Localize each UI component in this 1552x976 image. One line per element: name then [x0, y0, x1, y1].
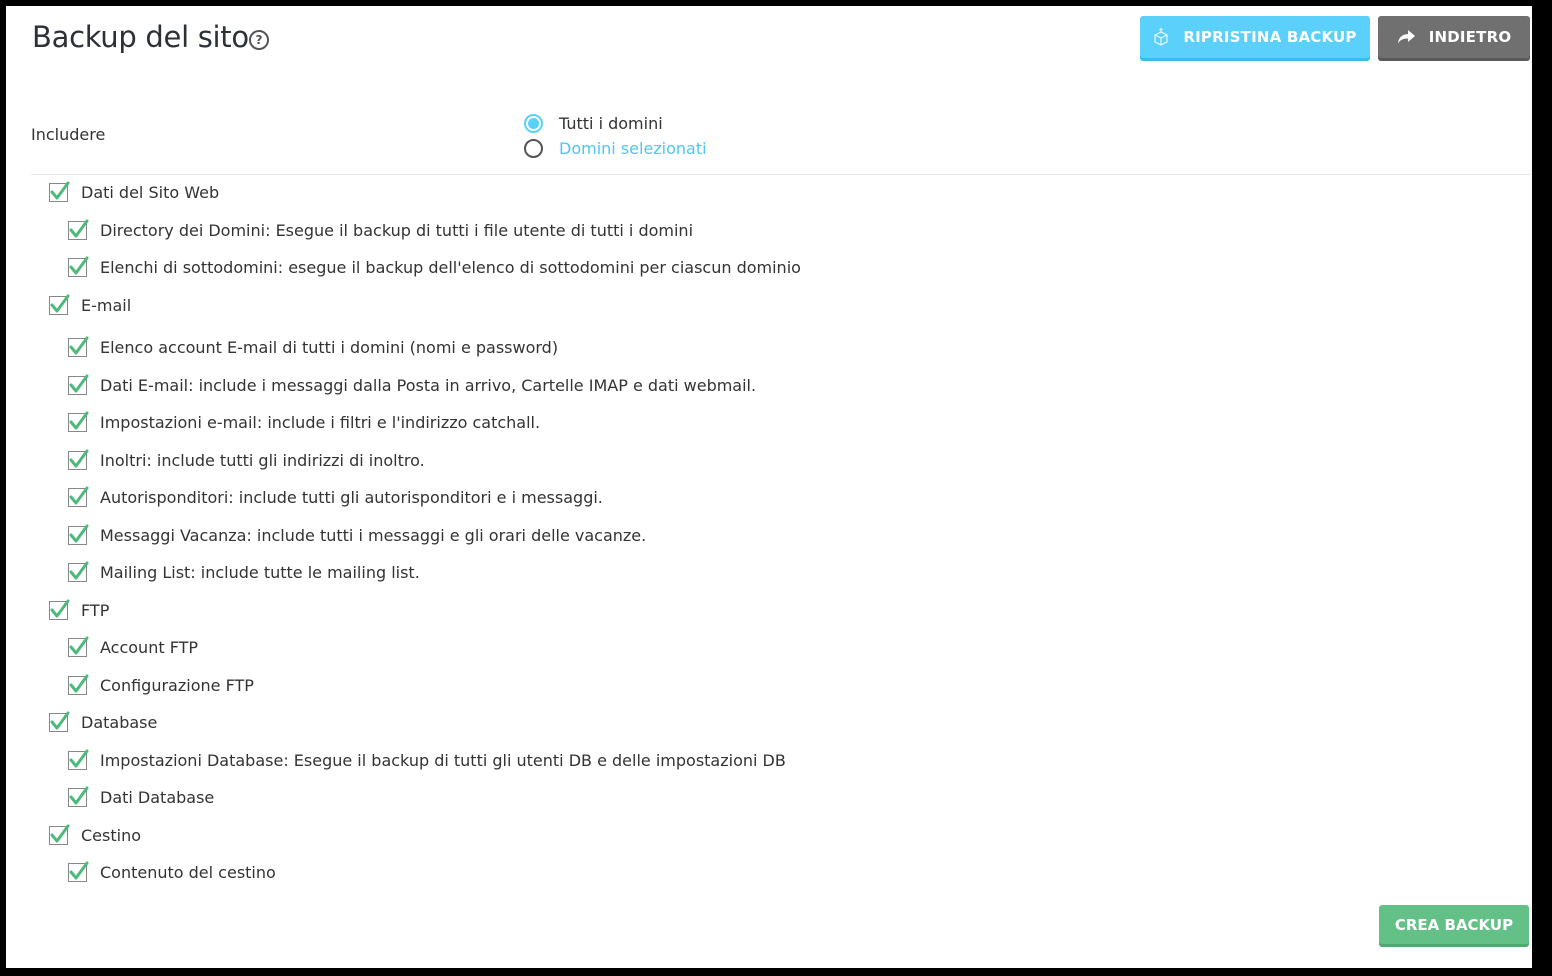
section-checkbox-row[interactable]: [49, 826, 141, 845]
section-label: Database: [81, 713, 158, 732]
page-title: Backup del sito: [32, 20, 249, 54]
option-label: Mailing List: include tutte le mailing list.: [100, 563, 420, 582]
page-frame: [6, 6, 1532, 968]
option-label: Dati E-mail: include i messaggi dalla Posta in arrivo, Cartelle IMAP e dati webmail.: [100, 376, 757, 395]
checkbox-checked-icon[interactable]: [49, 713, 68, 732]
option-label: Impostazioni Database: Esegue il backup di tutti gli utenti DB e delle impostazioni DB: [100, 751, 786, 770]
option-label: Inoltri: include tutti gli indirizzi di inoltro.: [100, 451, 425, 470]
section-checkbox-row[interactable]: [49, 601, 109, 620]
box-upload-icon: [1153, 28, 1169, 46]
radio-selected-icon[interactable]: [524, 114, 543, 133]
section-checkbox-row[interactable]: [49, 296, 131, 315]
checkbox-checked-icon[interactable]: [68, 863, 87, 882]
divider: [31, 174, 1531, 175]
checkbox-checked-icon[interactable]: [49, 826, 68, 845]
checkbox-checked-icon[interactable]: [49, 296, 68, 315]
option-label: Dati Database: [100, 788, 215, 807]
option-label: Elenco account E-mail di tutti i domini (nomi e password): [100, 338, 559, 357]
restore-backup-label: RIPRISTINA BACKUP: [1183, 28, 1357, 46]
option-checkbox-row[interactable]: [68, 863, 276, 882]
section-label: Dati del Sito Web: [81, 183, 220, 202]
checkbox-checked-icon[interactable]: [49, 601, 68, 620]
share-arrow-icon: [1397, 30, 1415, 44]
option-label: Autorisponditori: include tutti gli autorisponditori e i messaggi.: [100, 488, 603, 507]
question-circle-icon[interactable]: ?: [249, 30, 269, 50]
section-checkbox-row[interactable]: [49, 183, 219, 202]
checkbox-checked-icon[interactable]: [68, 751, 87, 770]
option-label: Account FTP: [100, 638, 199, 657]
section-label: Cestino: [81, 826, 141, 845]
option-label: Messaggi Vacanza: include tutti i messaggi e gli orari delle vacanze.: [100, 526, 647, 545]
option-label: Impostazioni e-mail: include i filtri e l'indirizzo catchall.: [100, 413, 541, 432]
checkbox-checked-icon[interactable]: [68, 376, 87, 395]
option-checkbox-row[interactable]: [68, 258, 801, 277]
option-checkbox-row[interactable]: [68, 676, 254, 695]
checkbox-checked-icon[interactable]: [49, 183, 68, 202]
checkbox-checked-icon[interactable]: [68, 338, 87, 357]
option-checkbox-row[interactable]: [68, 563, 420, 582]
back-label: INDIETRO: [1428, 28, 1512, 46]
option-checkbox-row[interactable]: [68, 338, 558, 357]
checkbox-checked-icon[interactable]: [68, 413, 87, 432]
section-checkbox-row[interactable]: [49, 713, 157, 732]
option-checkbox-row[interactable]: [68, 526, 646, 545]
include-label: Includere: [31, 125, 106, 144]
checkbox-checked-icon[interactable]: [68, 221, 87, 240]
option-checkbox-row[interactable]: [68, 488, 603, 507]
section-label: FTP: [81, 601, 110, 620]
restore-backup-button[interactable]: [1140, 16, 1370, 58]
checkbox-checked-icon[interactable]: [68, 451, 87, 470]
back-button[interactable]: [1378, 16, 1530, 58]
option-checkbox-row[interactable]: [68, 751, 786, 770]
checkbox-checked-icon[interactable]: [68, 788, 87, 807]
option-checkbox-row[interactable]: [68, 788, 214, 807]
checkbox-checked-icon[interactable]: [68, 638, 87, 657]
option-checkbox-row[interactable]: [68, 221, 693, 240]
radio-all-domains[interactable]: Tutti i domini: [524, 114, 663, 133]
option-checkbox-row[interactable]: [68, 376, 756, 395]
option-label: Configurazione FTP: [100, 676, 254, 695]
option-label: Directory dei Domini: Esegue il backup di tutti i file utente di tutti i domini: [100, 221, 694, 240]
checkbox-checked-icon[interactable]: [68, 676, 87, 695]
checkbox-checked-icon[interactable]: [68, 526, 87, 545]
checkbox-checked-icon[interactable]: [68, 258, 87, 277]
create-backup-button[interactable]: CREA BACKUP: [1379, 905, 1529, 944]
option-checkbox-row[interactable]: [68, 638, 198, 657]
option-label: Elenchi di sottodomini: esegue il backup dell'elenco di sottodomini per ciascun dominio: [100, 258, 801, 277]
checkbox-checked-icon[interactable]: [68, 563, 87, 582]
option-checkbox-row[interactable]: [68, 413, 540, 432]
checkbox-checked-icon[interactable]: [68, 488, 87, 507]
section-label: E-mail: [81, 296, 132, 315]
radio-unselected-icon[interactable]: [524, 139, 543, 158]
option-checkbox-row[interactable]: [68, 451, 425, 470]
radio-selected-domains[interactable]: Domini selezionati: [524, 139, 707, 158]
option-label: Contenuto del cestino: [100, 863, 276, 882]
